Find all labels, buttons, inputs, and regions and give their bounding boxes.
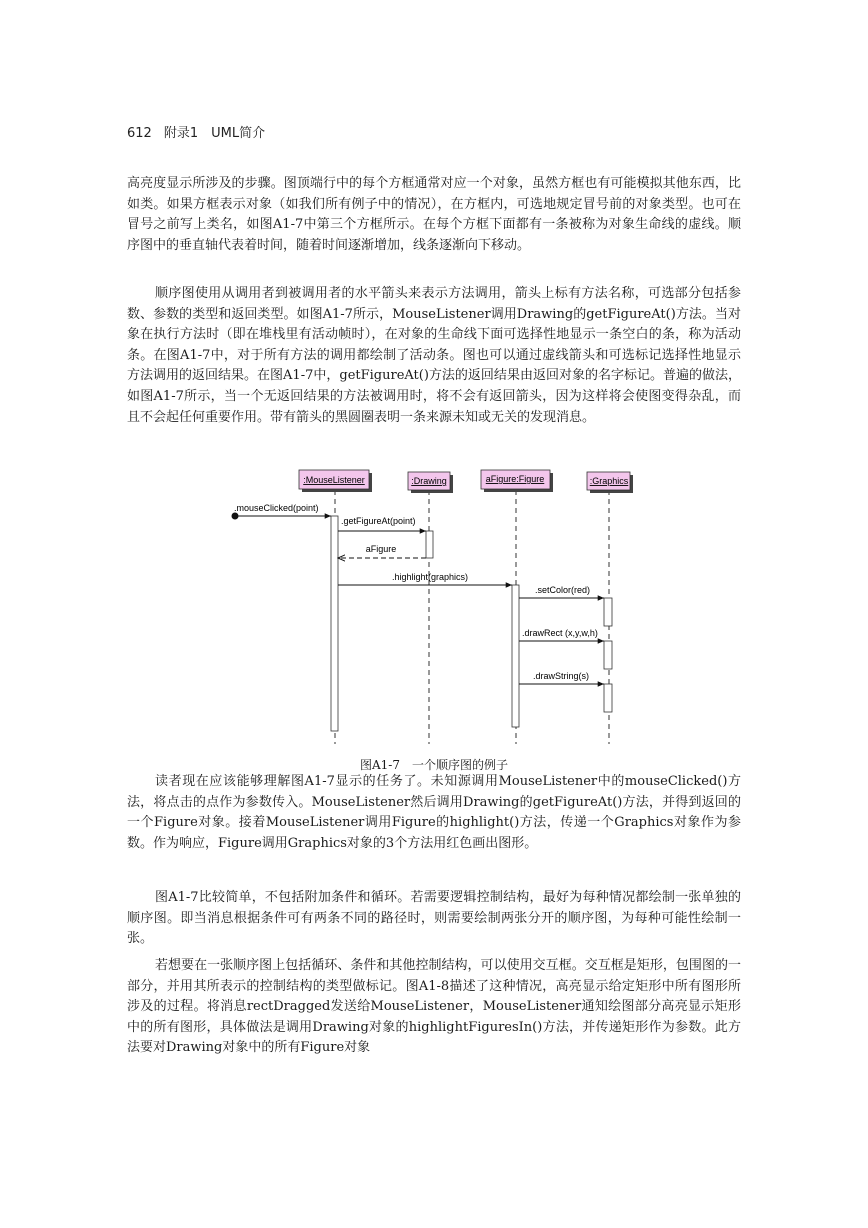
activation-graphics-3 [604,684,612,712]
object-label-mouselistener: :MouseListener [303,475,365,485]
label-getfigureat: .getFigureAt(point) [341,516,416,526]
caption-text: 一个顺序图的例子 [411,758,508,772]
paragraph-4: 图A1-7比较简单，不包括附加条件和循环。若需要逻辑控制结构，最好为每种情况都绘制一张单独的顺序图。即当消息根据条件可有两条不同的路径时，则需要绘制两张分开的顺序图，为每种可能性绘制一张。 [127,890,741,947]
paragraph-3: 读者现在应该能够理解图A1-7显示的任务了。未知源调用MouseListener中的mouseClicked()方法，将点击的点作为参数传入。MouseListener然后调用Drawing的getFigureAt()方法，并得到返回的一个Figure对象。接着MouseListener调用Figure的highlight()方法，传递一个Graphics对象作为参数。作为响应，Figure调用Graphics对象的3个方法用红色画出图形。 [127,774,741,851]
object-box-drawing [408,472,453,493]
object-label-drawing: :Drawing [411,476,447,486]
paragraph-5: 若想要在一张顺序图上包括循环、条件和其他控制结构，可以使用交互框。交互框是矩形，包围图的一部分，并用其所表示的控制结构的类型做标记。图A1-8描述了这种情况，高亮显示给定矩形中所有图形所涉及的过程。将消息rectDragged发送给MouseListener，MouseListener通知绘图部分高亮显示矩形中的所有图形，具体做法是调用Drawing对象的highlightFiguresIn()方法，并传递矩形作为参数。此方法要对Drawing对象中的所有Figure对象 [127,958,741,1056]
object-box-figure [481,470,553,492]
object-box-mouselistener [299,470,372,492]
paragraph-1: 高亮度显示所涉及的步骤。图顶端行中的每个方框通常对应一个对象，虽然方框也有可能模拟其他东西，比如类。如果方框表示对象（如我们所有例子中的情况），在方框内，可选地规定冒号前的对象类型。也可在冒号之前写上类名，如图A1-7中第三个方框所示。在每个方框下面都有一条被称为对象生命线的虚线。顺序图中的垂直轴代表着时间，随着时间逐渐增加，线条逐渐向下移动。 [127,176,741,253]
activation-graphics-2 [604,641,612,669]
object-box-graphics [587,472,633,493]
label-highlight: .highlight(graphics) [391,572,469,582]
activation-graphics-1 [604,598,612,626]
object-label-figure: aFigure:Figure [485,474,545,484]
label-setcolor: .setColor(red) [535,585,591,595]
page-number: 612 [127,126,152,141]
label-return-afigure: aFigure [365,544,397,554]
sequence-diagram [225,466,645,746]
activation-figure [512,585,519,727]
label-mouseclicked: .mouseClicked(point) [234,503,319,513]
section-title: 附录1 UML简介 [163,126,266,141]
object-label-graphics: :Graphics [589,476,629,486]
figure-caption [0,756,868,773]
page-header [127,122,265,141]
found-message-dot [232,513,239,520]
label-drawstring: .drawString(s) [533,671,590,681]
label-drawrect: .drawRect (x,y,w,h) [522,628,598,638]
paragraph-2: 顺序图使用从调用者到被调用者的水平箭头来表示方法调用，箭头上标有方法名称，可选部分包括参数、参数的类型和返回类型。如图A1-7所示，MouseListener调用Drawing的getFigureAt()方法。当对象在执行方法时（即在堆栈里有活动帧时），在对象的生命线下面可选择性地显示一条空白的条，称为活动条。在图A1-7中，对于所有方法的调用都绘制了活动条。图也可以通过虚线箭头和可选标记选择性地显示方法调用的返回结果。在图A1-7中，getFigureAt()方法的返回结果由返回对象的名字标记。普遍的做法，如图A1-7所示，当一个无返回结果的方法被调用时，将不会有返回箭头，因为这样将会使图变得杂乱，而且不会起任何重要作用。带有箭头的黑圆圈表明一条来源未知或无关的发现消息。 [127,286,741,425]
activation-mouselistener [331,516,338,731]
activation-drawing [426,531,433,558]
caption-label: 图A1-7 [359,758,400,772]
